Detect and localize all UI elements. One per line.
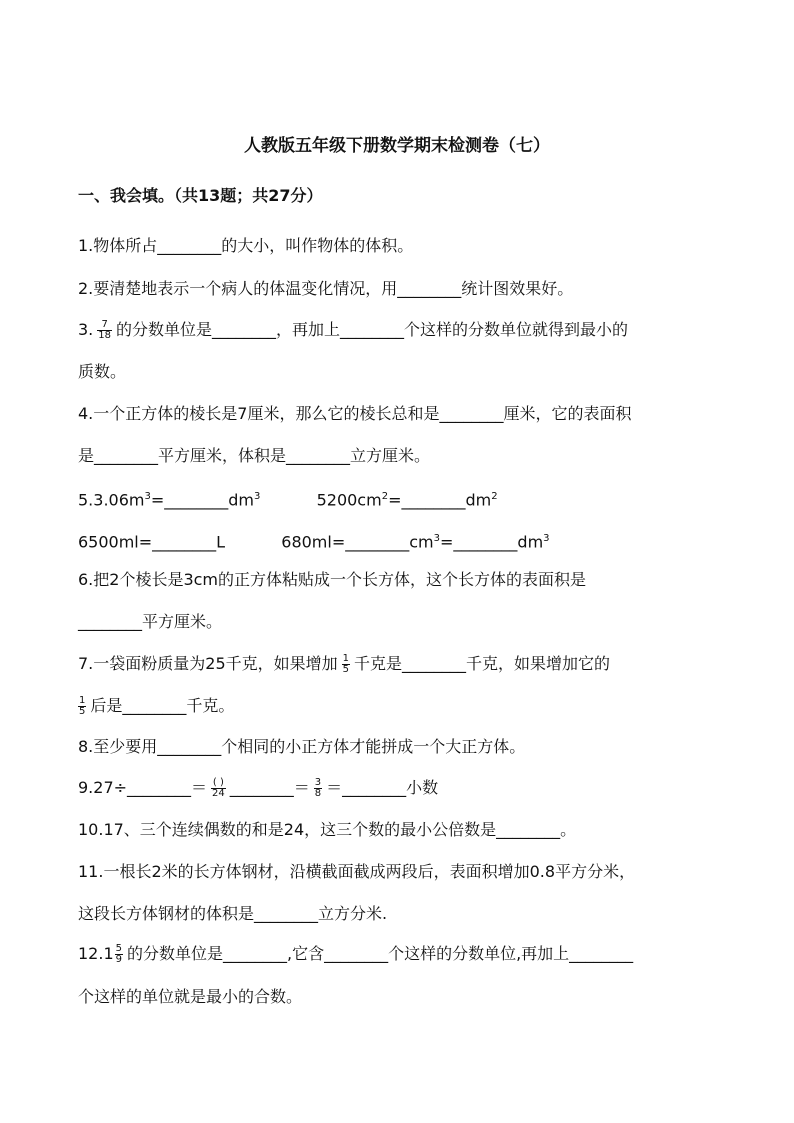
fraction-numerator: 1	[342, 653, 350, 664]
fraction-numerator: 3	[314, 777, 322, 788]
question-7-line-1	[78, 654, 610, 675]
question-2: 2.要清楚地表示一个病人的体温变化情况，用________统计图效果好。	[78, 279, 574, 298]
q9-text-3: ＝________小数	[326, 778, 439, 797]
question-1: 1.物体所占________的大小，叫作物体的体积。	[78, 236, 414, 255]
fraction-denominator: 9	[115, 954, 122, 965]
superscript: 3	[144, 491, 151, 502]
superscript: 2	[491, 491, 498, 502]
q7-text-3: 后是________千克。	[90, 696, 235, 715]
superscript: 3	[433, 533, 440, 544]
q7-text-2: 千克是________千克，如果增加它的	[354, 654, 611, 673]
fraction-denominator: 24	[212, 788, 225, 799]
question-7-line-2	[78, 696, 234, 717]
fraction-denominator: 5	[342, 664, 350, 675]
q9-text-2: ________＝	[229, 778, 310, 797]
fraction-numerator: 5	[115, 943, 122, 954]
q7-text-1: 7.一袋面粉质量为25千克，如果增加	[78, 654, 338, 673]
question-3-line-2: 质数。	[78, 362, 127, 381]
fraction-numerator: ( )	[212, 777, 224, 788]
superscript: 3	[543, 533, 550, 544]
q5-part-b: 5200cm	[316, 490, 382, 510]
q5-part-a: 5.3.06m	[78, 490, 145, 510]
question-9	[78, 778, 438, 799]
question-3-text: 的分数单位是________，再加上________个这样的分数单位就得到最小的	[116, 320, 629, 339]
fraction	[314, 778, 322, 799]
q5-part-b-blank: =________dm	[388, 490, 492, 510]
fraction-denominator: 5	[79, 706, 86, 717]
fraction	[342, 654, 350, 675]
q5-part-c: 6500ml=________L	[78, 532, 226, 552]
fraction-denominator: 18	[98, 330, 111, 341]
question-3	[78, 320, 628, 341]
page-title: 人教版五年级下册数学期末检测卷（七）	[244, 136, 550, 156]
q12-text: 的分数单位是________,它含________个这样的分数单位,再加上________	[127, 944, 634, 963]
question-6-line-1: 6.把2个棱长是3cm的正方体粘贴成一个长方体，这个长方体的表面积是	[78, 570, 587, 589]
fraction	[78, 696, 86, 717]
question-6-line-2: ________平方厘米。	[78, 612, 223, 631]
question-5-row-2	[78, 529, 550, 552]
question-4-line-1: 4.一个正方体的棱长是7厘米，那么它的棱长总和是________厘米，它的表面积	[78, 404, 632, 423]
question-11-line-2: 这段长方体钢材的体积是________立方分米.	[78, 904, 388, 923]
q5-part-a-blank: =________dm	[150, 490, 255, 510]
q9-text-1: 9.27÷________＝	[78, 778, 208, 797]
question-5-row-1	[78, 487, 498, 510]
question-12-line-2: 个这样的单位就是最小的合数。	[78, 987, 303, 1006]
fraction	[97, 320, 112, 341]
question-10: 10.17、三个连续偶数的和是24，这三个数的最小公倍数是________。	[78, 820, 577, 839]
fraction	[115, 944, 123, 965]
superscript: 3	[254, 491, 261, 502]
q12-prefix: 12.1	[78, 944, 114, 963]
superscript: 2	[381, 491, 389, 502]
section-heading: 一、我会填。（共13题；共27分）	[78, 186, 323, 205]
fraction	[211, 778, 226, 799]
q5-part-d: 680ml=________cm	[281, 532, 434, 552]
question-8: 8.至少要用________个相同的小正方体才能拼成一个大正方体。	[78, 737, 526, 756]
fraction-denominator: 8	[314, 788, 322, 799]
question-12-line-1	[78, 944, 633, 965]
question-3-prefix: 3.	[78, 320, 94, 339]
q5-part-d-blank: =________dm	[440, 532, 544, 552]
question-4-line-2: 是________平方厘米，体积是________立方厘米。	[78, 446, 431, 465]
fraction-numerator: 7	[101, 319, 108, 330]
fraction-numerator: 1	[79, 695, 86, 706]
question-11-line-1: 11.一根长2米的长方体钢材，沿横截面截成两段后，表面积增加0.8平方分米，	[78, 862, 636, 881]
